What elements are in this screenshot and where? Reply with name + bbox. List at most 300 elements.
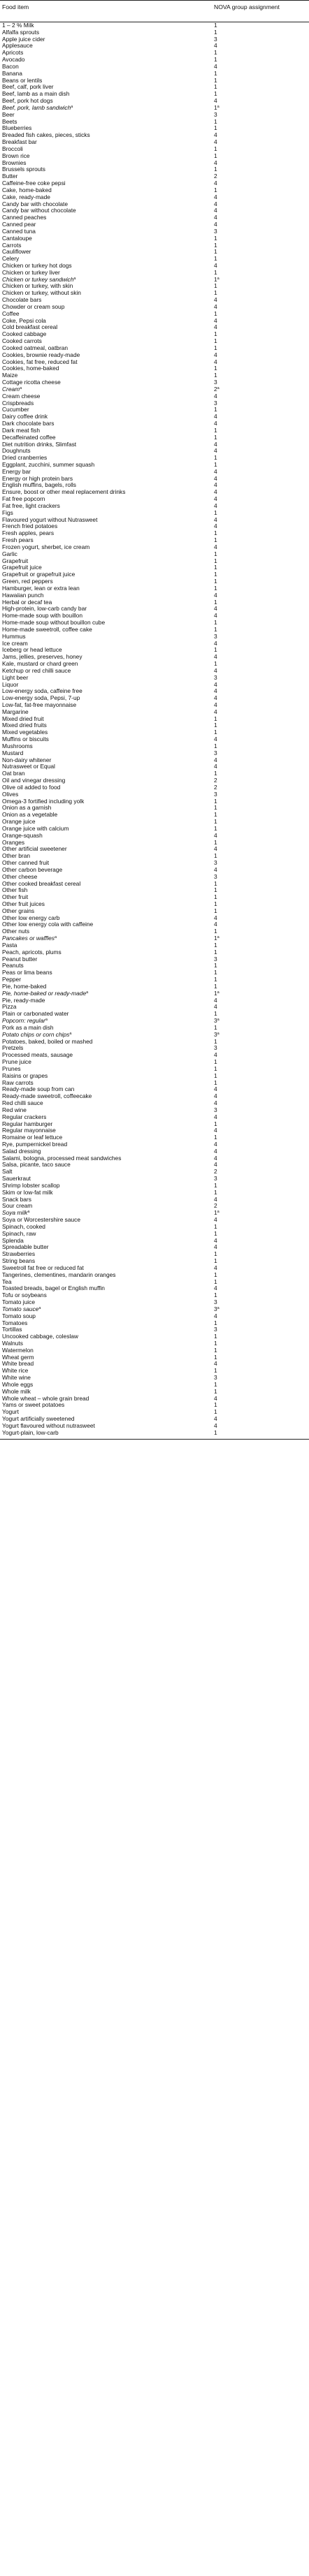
- nova-group-value: 1: [214, 818, 217, 826]
- nova-group-value: 1: [214, 1278, 217, 1285]
- nova-group-value: 4: [214, 200, 217, 207]
- nova-group-value: 1: [214, 742, 217, 749]
- nova-group-value: 1: [214, 941, 217, 949]
- table-row: [0, 400, 309, 407]
- nova-group-value: 4: [214, 1154, 217, 1162]
- food-item-cell: Soya milk$^a$: [2, 1209, 30, 1217]
- food-item-cell: Red wine: [2, 1106, 27, 1113]
- table-row: [0, 634, 309, 641]
- food-item-cell: Pretzels: [2, 1044, 24, 1052]
- food-item-cell: Tomatoes: [2, 1319, 28, 1326]
- table-bottom-rule: [0, 1439, 309, 1440]
- food-item-cell: Olives: [2, 790, 19, 798]
- food-item-cell: Pancakes or waffles$^a$: [2, 935, 57, 942]
- food-item-cell: Frozen yogurt, sherbet, ice cream: [2, 543, 90, 550]
- food-item-cell: Pie, home-baked: [2, 982, 47, 990]
- nova-group-value: 3: [214, 1298, 217, 1306]
- table-row: [0, 153, 309, 160]
- table-row: [0, 503, 309, 510]
- nova-group-value: 1: [214, 578, 217, 585]
- nova-group-value: 1: [214, 275, 217, 283]
- nova-group-value: 1: [214, 928, 217, 935]
- food-item-cell: Pasta: [2, 941, 17, 949]
- food-item-cell: Tortillas: [2, 1326, 22, 1333]
- food-item-cell: Regular crackers: [2, 1113, 47, 1120]
- food-item-cell: Cooked carrots: [2, 337, 42, 345]
- table-row: [0, 544, 309, 551]
- food-item-cell: Chocolate bars: [2, 296, 42, 304]
- table-row: [0, 887, 309, 894]
- nova-group-value: 4: [214, 261, 217, 269]
- food-item-cell: Crispbreads: [2, 399, 34, 407]
- nova-group-value: 3: [214, 1106, 217, 1113]
- nova-group-value: 4: [214, 467, 217, 475]
- nova-group-value: 1: [214, 948, 217, 956]
- nova-group-value: 3: [214, 955, 217, 963]
- nova-group-value: 2: [214, 777, 217, 784]
- nova-group-value: 1: [214, 811, 217, 819]
- nova-group-value: 4: [214, 351, 217, 358]
- food-item-cell: Other fruit: [2, 893, 29, 901]
- food-item-cell: Figs: [2, 508, 13, 516]
- food-item-cell: Low-fat, fat-free mayonnaise: [2, 701, 77, 708]
- nova-group-value: 4: [214, 708, 217, 715]
- food-item-cell: Margarine: [2, 708, 29, 715]
- food-item-cell: Fresh apples, pears: [2, 529, 55, 537]
- table-row: [0, 214, 309, 221]
- table-row: [0, 826, 309, 833]
- food-item-cell: Coffee: [2, 309, 20, 317]
- nova-group-value: 4: [214, 1195, 217, 1203]
- food-item-cell: Plain or carbonated water: [2, 1010, 69, 1018]
- nova-group-value: 1: [214, 886, 217, 894]
- food-item-cell: Spinach, cooked: [2, 1222, 45, 1230]
- food-item-cell: Breaded fish cakes, pieces, sticks: [2, 131, 90, 139]
- header-nova-group: NOVA group assignment: [214, 3, 280, 10]
- nova-group-value: 4: [214, 845, 217, 853]
- food-item-cell: Hamburger, lean or extra lean: [2, 584, 80, 592]
- footnote-mark: a: [217, 1305, 220, 1310]
- table-row: [0, 1039, 309, 1046]
- nova-group-value: 4: [214, 612, 217, 620]
- table-row: [0, 976, 309, 983]
- nova-group-value: 4: [214, 515, 217, 523]
- nova-group-value: 1: [214, 330, 217, 338]
- nova-group-value: 4: [214, 1161, 217, 1169]
- food-item-cell: Jams, jellies, preserves, honey: [2, 653, 82, 661]
- table-row: [0, 736, 309, 743]
- nova-group-value: 4: [214, 1113, 217, 1120]
- table-row: [0, 1107, 309, 1114]
- nova-group-value: 4: [214, 502, 217, 509]
- nova-group-value: 1: [214, 1071, 217, 1079]
- nova-group-value: 4: [214, 680, 217, 688]
- nova-group-value: 1: [214, 625, 217, 633]
- food-item-cell: String beans: [2, 1257, 36, 1265]
- nova-group-value: 1: [214, 529, 217, 537]
- table-row: [0, 846, 309, 853]
- nova-group-value: 1: [214, 1058, 217, 1066]
- nova-group-value: 1: [214, 1064, 217, 1072]
- nova-group-value: 1: [214, 145, 217, 152]
- nova-group-value: 4: [214, 921, 217, 928]
- food-item-cell: Home-made sweetroll, coffee cake: [2, 625, 92, 633]
- nova-group-value: 3: [214, 632, 217, 640]
- table-row: [0, 530, 309, 537]
- food-item-cell: 1 – 2 % Milk: [2, 22, 34, 29]
- table-row: [0, 949, 309, 956]
- table-row: [0, 997, 309, 1004]
- nova-group-value: 4: [214, 522, 217, 530]
- nova-group-value: 4: [214, 701, 217, 708]
- food-item-cell: Sauerkraut: [2, 1175, 31, 1183]
- nova-group-value: 4: [214, 1421, 217, 1429]
- food-item-cell: Eggplant, zucchini, summer squash: [2, 461, 95, 468]
- nova-group-value: 4: [214, 914, 217, 921]
- food-item-cell: Low-energy soda, Pepsi, 7-up: [2, 694, 80, 702]
- food-item-cell: Regular hamburger: [2, 1120, 53, 1127]
- nova-group-value: 1: [214, 28, 217, 36]
- nova-group-value: 4: [214, 316, 217, 324]
- food-item-cell: Herbal or decaf tea: [2, 598, 52, 606]
- table-row: [0, 1203, 309, 1210]
- food-item-cell: Pie, home-baked or ready-made$^a$: [2, 989, 89, 997]
- nova-group-value: 4: [214, 180, 217, 187]
- food-item-cell: Onion as a garnish: [2, 804, 52, 812]
- table-row: [0, 1347, 309, 1354]
- nova-group-value: 1: [214, 1380, 217, 1388]
- nova-group-value: 4: [214, 214, 217, 221]
- food-item-cell: Splenda: [2, 1236, 24, 1244]
- food-item-cell: Mushrooms: [2, 742, 33, 749]
- food-item-cell: White rice: [2, 1367, 29, 1375]
- food-item-cell: Beets: [2, 117, 17, 125]
- table-row: [0, 235, 309, 242]
- nova-group-value: 1: [214, 289, 217, 297]
- food-item-cell: Cantaloupe: [2, 234, 32, 242]
- food-item-cell: Grapefruit or grapefruit juice: [2, 571, 76, 578]
- nova-group-value: 4: [214, 481, 217, 489]
- nova-group-value: 4: [214, 639, 217, 647]
- table-row: [0, 489, 309, 496]
- nova-group-value: 3: [214, 1017, 217, 1025]
- food-item-cell: Diet nutrition drinks, Slimfast: [2, 440, 77, 448]
- nova-group-value: 1: [214, 989, 217, 997]
- nova-group-value: 1: [214, 433, 217, 441]
- table-row: [0, 119, 309, 126]
- food-item-cell: White wine: [2, 1374, 31, 1382]
- nova-group-value: 4: [214, 358, 217, 365]
- header-food-item: Food item: [2, 3, 29, 10]
- food-item-cell: Mustard: [2, 749, 24, 756]
- food-item-cell: Cream cheese: [2, 392, 41, 400]
- table-row: [0, 304, 309, 311]
- nova-group-value: 4: [214, 302, 217, 310]
- table-row: [0, 627, 309, 634]
- nova-group-value: 4: [214, 1415, 217, 1423]
- nova-group-value: 1: [214, 550, 217, 557]
- nova-group-value: 4: [214, 1140, 217, 1148]
- food-item-cell: Beef, pork, lamb sandwich$^a$: [2, 103, 73, 111]
- nova-group-value: 4: [214, 392, 217, 400]
- table-row: [0, 331, 309, 338]
- food-item-cell: Romaine or leaf lettuce: [2, 1134, 63, 1141]
- nova-group-value: 4: [214, 996, 217, 1004]
- table-row: [0, 1011, 309, 1018]
- food-item-cell: Prunes: [2, 1064, 21, 1072]
- food-item-cell: Pie, ready-made: [2, 996, 45, 1004]
- table-row: [0, 132, 309, 139]
- food-item-cell: Regular mayonnaise: [2, 1127, 56, 1134]
- nova-group-value: 1: [214, 1181, 217, 1189]
- food-item-cell: Hawaiian punch: [2, 591, 44, 599]
- nova-group-value: 1: [214, 1078, 217, 1086]
- nova-group-value: 1: [214, 598, 217, 606]
- food-item-cell: Brussels sprouts: [2, 166, 45, 173]
- table-row: [0, 29, 309, 36]
- food-item-cell: Yogurt flavoured without nutrasweet: [2, 1421, 95, 1429]
- nova-group-value: 3: [214, 859, 217, 867]
- food-item-cell: Garlic: [2, 550, 17, 557]
- nova-group-value: 4: [214, 736, 217, 743]
- nova-group-value: 1: [214, 557, 217, 564]
- nova-group-value: 1: [214, 722, 217, 729]
- food-item-cell: Cake, home-baked: [2, 186, 52, 193]
- nova-group-value: 4: [214, 666, 217, 674]
- food-item-cell: Processed meats, sausage: [2, 1051, 73, 1059]
- footnote-mark: a: [217, 104, 220, 109]
- nova-group-value: 4: [214, 97, 217, 105]
- nova-group-value: 2: [214, 1202, 217, 1210]
- table-row: [0, 1430, 309, 1437]
- nova-group-value: 4: [214, 1216, 217, 1224]
- food-item-cell: Chowder or cream soup: [2, 302, 65, 310]
- nova-group-value: 1: [214, 255, 217, 263]
- nova-group-value: 3: [214, 379, 217, 386]
- food-item-cell: Orange-squash: [2, 831, 43, 839]
- food-item-cell: Cake, ready-made: [2, 193, 50, 200]
- nova-group-value: 4: [214, 131, 217, 139]
- food-item-cell: Chicken or turkey sandwich$^a$: [2, 275, 76, 283]
- food-item-cell: Red chilli sauce: [2, 1099, 43, 1107]
- table-row: [0, 1100, 309, 1107]
- food-item-cell: Other fruit juices: [2, 900, 45, 907]
- footnote-mark: a: [71, 104, 73, 109]
- table-row: [0, 221, 309, 228]
- nova-group-value: 4: [214, 42, 217, 50]
- nova-group-value: 1: [214, 1319, 217, 1326]
- food-item-cell: Wheat germ: [2, 1353, 34, 1361]
- nova-group-value: 1: [214, 962, 217, 969]
- table-row: [0, 166, 309, 173]
- nova-group-value: 1: [214, 1387, 217, 1395]
- nova-group-value: 1: [214, 770, 217, 777]
- food-item-cell: Carrots: [2, 241, 22, 249]
- food-item-cell: Home-made soup without bouillon cube: [2, 619, 106, 627]
- nova-group-value: 4: [214, 62, 217, 70]
- table-row: [0, 784, 309, 791]
- nova-group-value: 4: [214, 831, 217, 839]
- table-row: [0, 112, 309, 119]
- table-row: [0, 668, 309, 675]
- food-item-cell: Other low energy cola with caffeine: [2, 921, 94, 928]
- food-item-cell: Pork as a main dish: [2, 1023, 54, 1031]
- nova-group-value: 4: [214, 138, 217, 146]
- nova-group-value: 4: [214, 1312, 217, 1319]
- food-item-cell: Caffeine-free coke pepsi: [2, 180, 66, 187]
- food-item-cell: Other canned fruit: [2, 859, 50, 867]
- nova-group-value: 4: [214, 413, 217, 420]
- food-item-cell: Cooked cabbage: [2, 330, 47, 338]
- table-row: [0, 763, 309, 770]
- food-item-cell: Brown rice: [2, 152, 30, 159]
- food-item-cell: Tomato soup: [2, 1312, 36, 1319]
- nova-group-value: 3: [214, 749, 217, 756]
- table-row: [0, 43, 309, 50]
- nova-group-value: 1: [214, 186, 217, 193]
- food-item-cell: Other cooked breakfast cereal: [2, 879, 81, 887]
- food-item-cell: Fresh pears: [2, 536, 34, 544]
- nova-group-value: 2: [214, 173, 217, 180]
- table-row: [0, 956, 309, 963]
- nova-group-value: 1: [214, 969, 217, 976]
- food-item-cell: Home-made soup with bouillon: [2, 612, 82, 620]
- table-row: [0, 1382, 309, 1389]
- food-item-cell: Walnuts: [2, 1340, 23, 1347]
- nova-group-value: 4: [214, 763, 217, 770]
- food-item-cell: Cookies, home-baked: [2, 365, 59, 372]
- food-item-cell: Applesauce: [2, 42, 33, 50]
- nova-group-value: 1: [214, 900, 217, 907]
- table-row: [0, 702, 309, 709]
- nova-group-value: 1: [214, 1222, 217, 1230]
- food-item-cell: Doughnuts: [2, 447, 31, 455]
- food-item-cell: Other grains: [2, 907, 35, 914]
- food-item-cell: Orange juice: [2, 818, 36, 826]
- nova-group-value: 1: [214, 49, 217, 57]
- table-row: [0, 50, 309, 57]
- nova-group-value: 1: [214, 1209, 217, 1217]
- food-item-cell: Energy bar: [2, 467, 31, 475]
- food-item-cell: Mixed vegetables: [2, 729, 48, 736]
- nova-group-value: 1: [214, 1023, 217, 1031]
- nova-group-value: 4: [214, 653, 217, 661]
- nova-group-value: 3: [214, 1305, 217, 1312]
- food-item-cell: Sweetroll fat free or reduced fat: [2, 1264, 84, 1271]
- table-row: [0, 1052, 309, 1059]
- table-row: [0, 867, 309, 874]
- food-item-cell: Cookies, brownie ready-made: [2, 351, 80, 358]
- food-item-cell: Candy bar without chocolate: [2, 207, 76, 214]
- footnote-mark: a: [20, 386, 22, 390]
- table-row: [0, 1340, 309, 1347]
- food-item-cell: Cookies, fat free, reduced fat: [2, 358, 78, 365]
- food-item-cell: Liquor: [2, 680, 19, 688]
- nova-group-value: 4: [214, 1236, 217, 1244]
- food-item-cell: Yogurt-plain, low-carb: [2, 1428, 59, 1436]
- nova-group-value: 4: [214, 1147, 217, 1155]
- food-item-cell: Cottage ricotta cheese: [2, 379, 61, 386]
- footnote-mark: a: [217, 990, 220, 995]
- food-item-cell: Butter: [2, 173, 18, 180]
- food-item-cell: Spinach, raw: [2, 1229, 36, 1237]
- nova-group-value: 4: [214, 1051, 217, 1059]
- nova-group-value: 4: [214, 1099, 217, 1107]
- nova-group-value: 1: [214, 1333, 217, 1340]
- food-item-cell: Dairy coffee drink: [2, 413, 48, 420]
- nova-group-value: 4: [214, 1285, 217, 1292]
- footnote-mark: a: [73, 276, 76, 281]
- nova-group-value: 4: [214, 1003, 217, 1011]
- table-row: [0, 1320, 309, 1327]
- food-item-cell: Ensure, boost or other meal replacement drinks: [2, 488, 126, 496]
- nova-group-value: 4: [214, 1127, 217, 1134]
- table-row: [0, 675, 309, 682]
- food-item-cell: Prune juice: [2, 1058, 31, 1066]
- table-row: [0, 558, 309, 565]
- food-item-cell: Fat free, light crackers: [2, 502, 60, 509]
- table-row: [0, 881, 309, 888]
- nova-group-value: 3: [214, 227, 217, 235]
- table-row: [0, 36, 309, 43]
- food-item-cell: Other nuts: [2, 928, 30, 935]
- table-row: [0, 1190, 309, 1196]
- nova-group-value: 2: [214, 385, 217, 393]
- table-row: [0, 386, 309, 393]
- nova-group-value: 4: [214, 1360, 217, 1368]
- table-row: [0, 1333, 309, 1340]
- footnote-mark: a: [217, 935, 220, 940]
- food-item-cell: Whole milk: [2, 1387, 31, 1395]
- nova-group-value: 1: [214, 1250, 217, 1258]
- food-item-cell: Light beer: [2, 673, 29, 681]
- food-item-cell: Onion as a vegetable: [2, 811, 58, 819]
- nova-group-value: 1: [214, 1257, 217, 1265]
- footnote-mark: a: [217, 1018, 220, 1023]
- nova-group-value: 4: [214, 420, 217, 427]
- food-item-cell: Salad dressing: [2, 1147, 41, 1155]
- food-item-cell: Raw carrots: [2, 1078, 34, 1086]
- table-row: [0, 249, 309, 256]
- nova-group-value: 1: [214, 90, 217, 98]
- nova-group-value: 4: [214, 1394, 217, 1402]
- table-row: [0, 365, 309, 372]
- table-row: [0, 1299, 309, 1306]
- food-item-cell: Toasted breads, bagel or English muffin: [2, 1285, 105, 1292]
- food-item-cell: Alfalfa sprouts: [2, 28, 40, 36]
- nova-group-value: 4: [214, 221, 217, 228]
- table-row: [0, 160, 309, 167]
- nova-group-value: 1: [214, 426, 217, 434]
- nova-group-value: 1: [214, 69, 217, 77]
- food-item-cell: Canned tuna: [2, 227, 36, 235]
- food-item-cell: Tomato juice: [2, 1298, 36, 1306]
- nova-group-value: 1: [214, 729, 217, 736]
- nova-group-value: 3: [214, 872, 217, 880]
- food-item-cell: Popcorn: regular$^a$: [2, 1017, 48, 1025]
- nova-group-value: 1: [214, 584, 217, 592]
- food-item-cell: Coke, Pepsi cola: [2, 316, 46, 324]
- nova-group-value: 1: [214, 454, 217, 462]
- nova-group-value: 4: [214, 440, 217, 448]
- food-item-cell: Soya or Worcestershire sauce: [2, 1216, 81, 1224]
- table-row: [0, 324, 309, 331]
- food-item-cell: Dark chocolate bars: [2, 420, 55, 427]
- food-item-cell: Mixed dried fruit: [2, 715, 44, 722]
- food-item-cell: Potato chips or corn chips$^a$: [2, 1030, 72, 1038]
- nova-group-value: 2: [214, 783, 217, 791]
- footnote-mark: a: [86, 990, 89, 995]
